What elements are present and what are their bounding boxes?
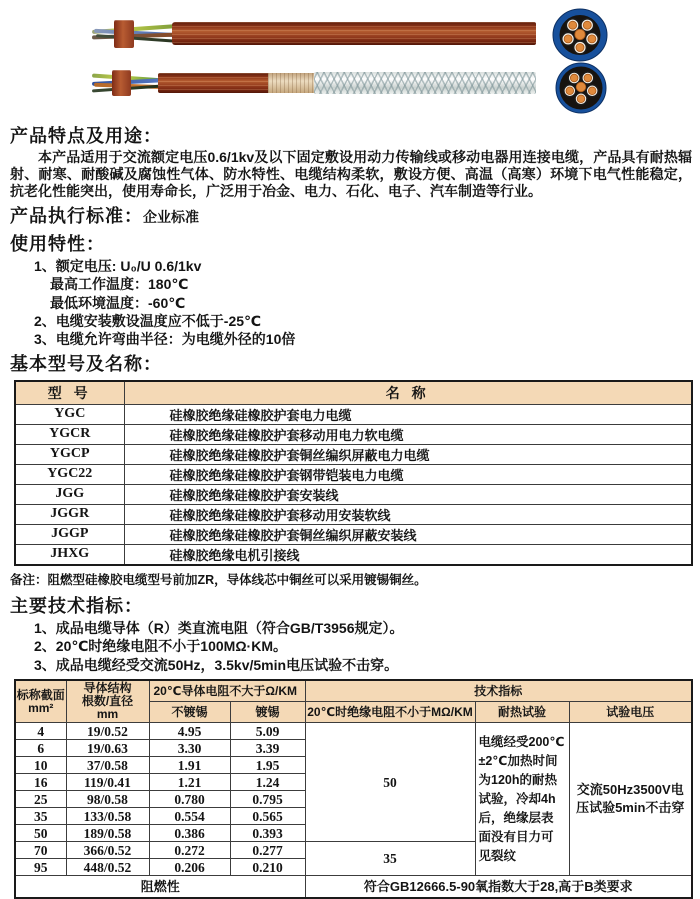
col-header-section <box>15 680 66 723</box>
usage-item-3: 3、电缆允许弯曲半径：为电缆外径的10倍 <box>34 331 296 348</box>
model-code: YGC22 <box>15 464 124 484</box>
cell-tinned: 0.565 <box>230 808 305 825</box>
col-header-tech-group: 技术指标 <box>305 680 692 702</box>
model-name: 硅橡胶绝缘硅橡胶护套移动用电力软电缆 <box>124 424 692 444</box>
cell-structure: 119/0.41 <box>66 774 149 791</box>
model-code: YGC <box>15 404 124 424</box>
model-name: 硅橡胶绝缘硅橡胶护套安装线 <box>124 484 692 504</box>
usage-list <box>34 257 700 348</box>
standard-value: 企业标准 <box>143 209 199 225</box>
cell-test-voltage: 交流50Hz3500V电压试验5min不击穿 <box>569 723 692 876</box>
table-row <box>15 524 692 544</box>
cell-tinned: 1.24 <box>230 774 305 791</box>
cell-untinned: 1.21 <box>149 774 230 791</box>
cell-tinned: 0.277 <box>230 842 305 859</box>
spec-header-row-1 <box>15 680 692 702</box>
col-header-structure-line1: 导体结构 <box>83 681 132 696</box>
cable-photo-solid-jacket <box>90 20 536 50</box>
model-code: JGG <box>15 484 124 504</box>
cell-untinned: 4.95 <box>149 723 230 740</box>
cell-section: 70 <box>15 842 66 859</box>
cell-untinned: 3.30 <box>149 740 230 757</box>
cell-untinned: 0.780 <box>149 791 230 808</box>
braided-shield <box>314 72 536 94</box>
cross-section-diagram-1 <box>552 8 608 62</box>
model-name: 硅橡胶绝缘硅橡胶护套铜丝编织屏蔽电力电缆 <box>124 444 692 464</box>
cross-section-diagram-2 <box>555 62 607 114</box>
cell-tinned: 0.393 <box>230 825 305 842</box>
cell-structure: 19/0.63 <box>66 740 149 757</box>
cell-untinned: 0.554 <box>149 808 230 825</box>
col-header-untinned: 不镀锡 <box>149 702 230 723</box>
flame-retardancy-label: 阻燃性 <box>15 876 305 898</box>
section-title-standard <box>10 202 700 228</box>
cell-structure: 37/0.58 <box>66 757 149 774</box>
model-code: JGGP <box>15 524 124 544</box>
section-title-models: 基本型号及名称： <box>10 354 162 375</box>
cell-tinned: 5.09 <box>230 723 305 740</box>
usage-item-2: 2、电缆安装敷设温度应不低于-25℃ <box>34 312 261 329</box>
cell-section: 35 <box>15 808 66 825</box>
cell-structure: 366/0.52 <box>66 842 149 859</box>
cell-heat-test: 电缆经受200℃±2℃加热时间为120h的耐热试验，冷却4h后，绝缘层表面没有目力可见裂纹 <box>475 723 569 876</box>
section-title-features: 产品特点及用途： <box>10 126 162 146</box>
col-header-tinned: 镀锡 <box>230 702 305 723</box>
features-body: 本产品适用于交流额定电压0.6/1kv及以下固定敷设用动力传输线或移动电器用连接电缆，产品具有耐热辐射、耐寒、耐酸碱及腐蚀性气体、防水特性、电缆结构柔软，敷设方便、高温（高寒）环境下电气性能稳定，抗老化性能突出，使用寿命长，广泛用于冶金、电力、石化、电子、汽车制造等行业。 <box>10 149 692 199</box>
cell-untinned: 0.272 <box>149 842 230 859</box>
cell-section: 95 <box>15 859 66 876</box>
col-header-structure <box>66 680 149 723</box>
cell-tinned: 1.95 <box>230 757 305 774</box>
usage-item-1: 1、额定电压: U₀/U 0.6/1kv <box>34 258 202 274</box>
table-row <box>15 464 692 484</box>
model-code: YGCR <box>15 424 124 444</box>
cell-section: 16 <box>15 774 66 791</box>
model-table-header <box>15 381 692 404</box>
cell-tinned: 0.795 <box>230 791 305 808</box>
table-row <box>15 504 692 524</box>
col-header-section-line2: mm² <box>28 700 54 715</box>
tech-item-2: 2、20℃时绝缘电阻不小于100MΩ·KM。 <box>34 638 287 655</box>
section-title-tech: 主要技术指标： <box>10 595 143 616</box>
cable-jacket <box>172 22 536 45</box>
usage-item-1b: 最低环境温度：-60℃ <box>50 294 186 311</box>
col-header-section-line1: 标称截面 <box>16 687 65 702</box>
model-code: JHXG <box>15 544 124 565</box>
col-header-insulation: 20℃时绝缘电阻不小于MΩ/KM <box>305 702 475 723</box>
col-header-model: 型 号 <box>15 381 124 404</box>
col-header-resistance: 20℃导体电阻不大于Ω/KM <box>149 680 305 702</box>
cell-untinned: 1.91 <box>149 757 230 774</box>
col-header-test-voltage: 试验电压 <box>569 702 692 723</box>
table-row <box>15 444 692 464</box>
table-row <box>15 404 692 424</box>
col-header-structure-line2: 根数/直径 <box>81 694 134 709</box>
cell-structure: 19/0.52 <box>66 723 149 740</box>
model-name: 硅橡胶绝缘硅橡胶护套电力电缆 <box>124 404 692 424</box>
cell-section: 4 <box>15 723 66 740</box>
cell-section: 6 <box>15 740 66 757</box>
cell-structure: 133/0.58 <box>66 808 149 825</box>
table-row <box>15 484 692 504</box>
tech-list <box>34 619 700 674</box>
product-photos <box>0 0 700 120</box>
fiber-wrap <box>268 73 316 93</box>
table-row <box>15 723 692 740</box>
usage-item-1a: 最高工作温度：180℃ <box>50 276 189 293</box>
cable-photo-braided-shield <box>90 70 536 98</box>
tech-item-1: 1、成品电缆导体（R）类直流电阻（符合GB/T3956规定）。 <box>34 619 404 636</box>
model-code: JGGR <box>15 504 124 524</box>
standard-label: 产品执行标准： <box>10 206 143 226</box>
table-row <box>15 544 692 565</box>
inner-jacket <box>158 73 272 93</box>
model-name: 硅橡胶绝缘硅橡胶护套移动用安装软线 <box>124 504 692 524</box>
cell-section: 50 <box>15 825 66 842</box>
col-header-structure-line3: mm <box>96 707 119 722</box>
cable-collar <box>114 20 134 48</box>
cell-untinned: 0.386 <box>149 825 230 842</box>
model-name: 硅橡胶绝缘电机引接线 <box>124 544 692 565</box>
section-title-usage: 使用特性： <box>10 234 105 254</box>
cable-collar <box>112 70 131 96</box>
model-code: YGCP <box>15 444 124 464</box>
cell-tinned: 0.210 <box>230 859 305 876</box>
model-name: 硅橡胶绝缘硅橡胶护套钢带铠装电力电缆 <box>124 464 692 484</box>
tech-item-3: 3、成品电缆经受交流50Hz，3.5kv/5min电压试验不击穿。 <box>34 656 399 673</box>
model-table-note: 备注：阻燃型硅橡胶电缆型号前加ZR，导体线芯中铜丝可以采用镀锡铜丝。 <box>10 572 427 587</box>
model-table <box>14 380 693 566</box>
spec-table <box>14 679 693 899</box>
flame-retardancy-value: 符合GB12666.5-90氧指数大于28,高于B类要求 <box>305 876 692 898</box>
cell-section: 25 <box>15 791 66 808</box>
cell-structure: 189/0.58 <box>66 825 149 842</box>
exposed-wires <box>90 24 182 44</box>
col-header-heat-test: 耐热试验 <box>475 702 569 723</box>
table-row <box>15 424 692 444</box>
cell-insulation-group-1: 50 <box>305 723 475 842</box>
cell-structure: 98/0.58 <box>66 791 149 808</box>
cell-section: 10 <box>15 757 66 774</box>
cell-insulation-group-2: 35 <box>305 842 475 876</box>
col-header-name: 名 称 <box>124 381 692 404</box>
cell-structure: 448/0.52 <box>66 859 149 876</box>
cell-tinned: 3.39 <box>230 740 305 757</box>
model-name: 硅橡胶绝缘硅橡胶护套铜丝编织屏蔽安装线 <box>124 524 692 544</box>
cell-untinned: 0.206 <box>149 859 230 876</box>
